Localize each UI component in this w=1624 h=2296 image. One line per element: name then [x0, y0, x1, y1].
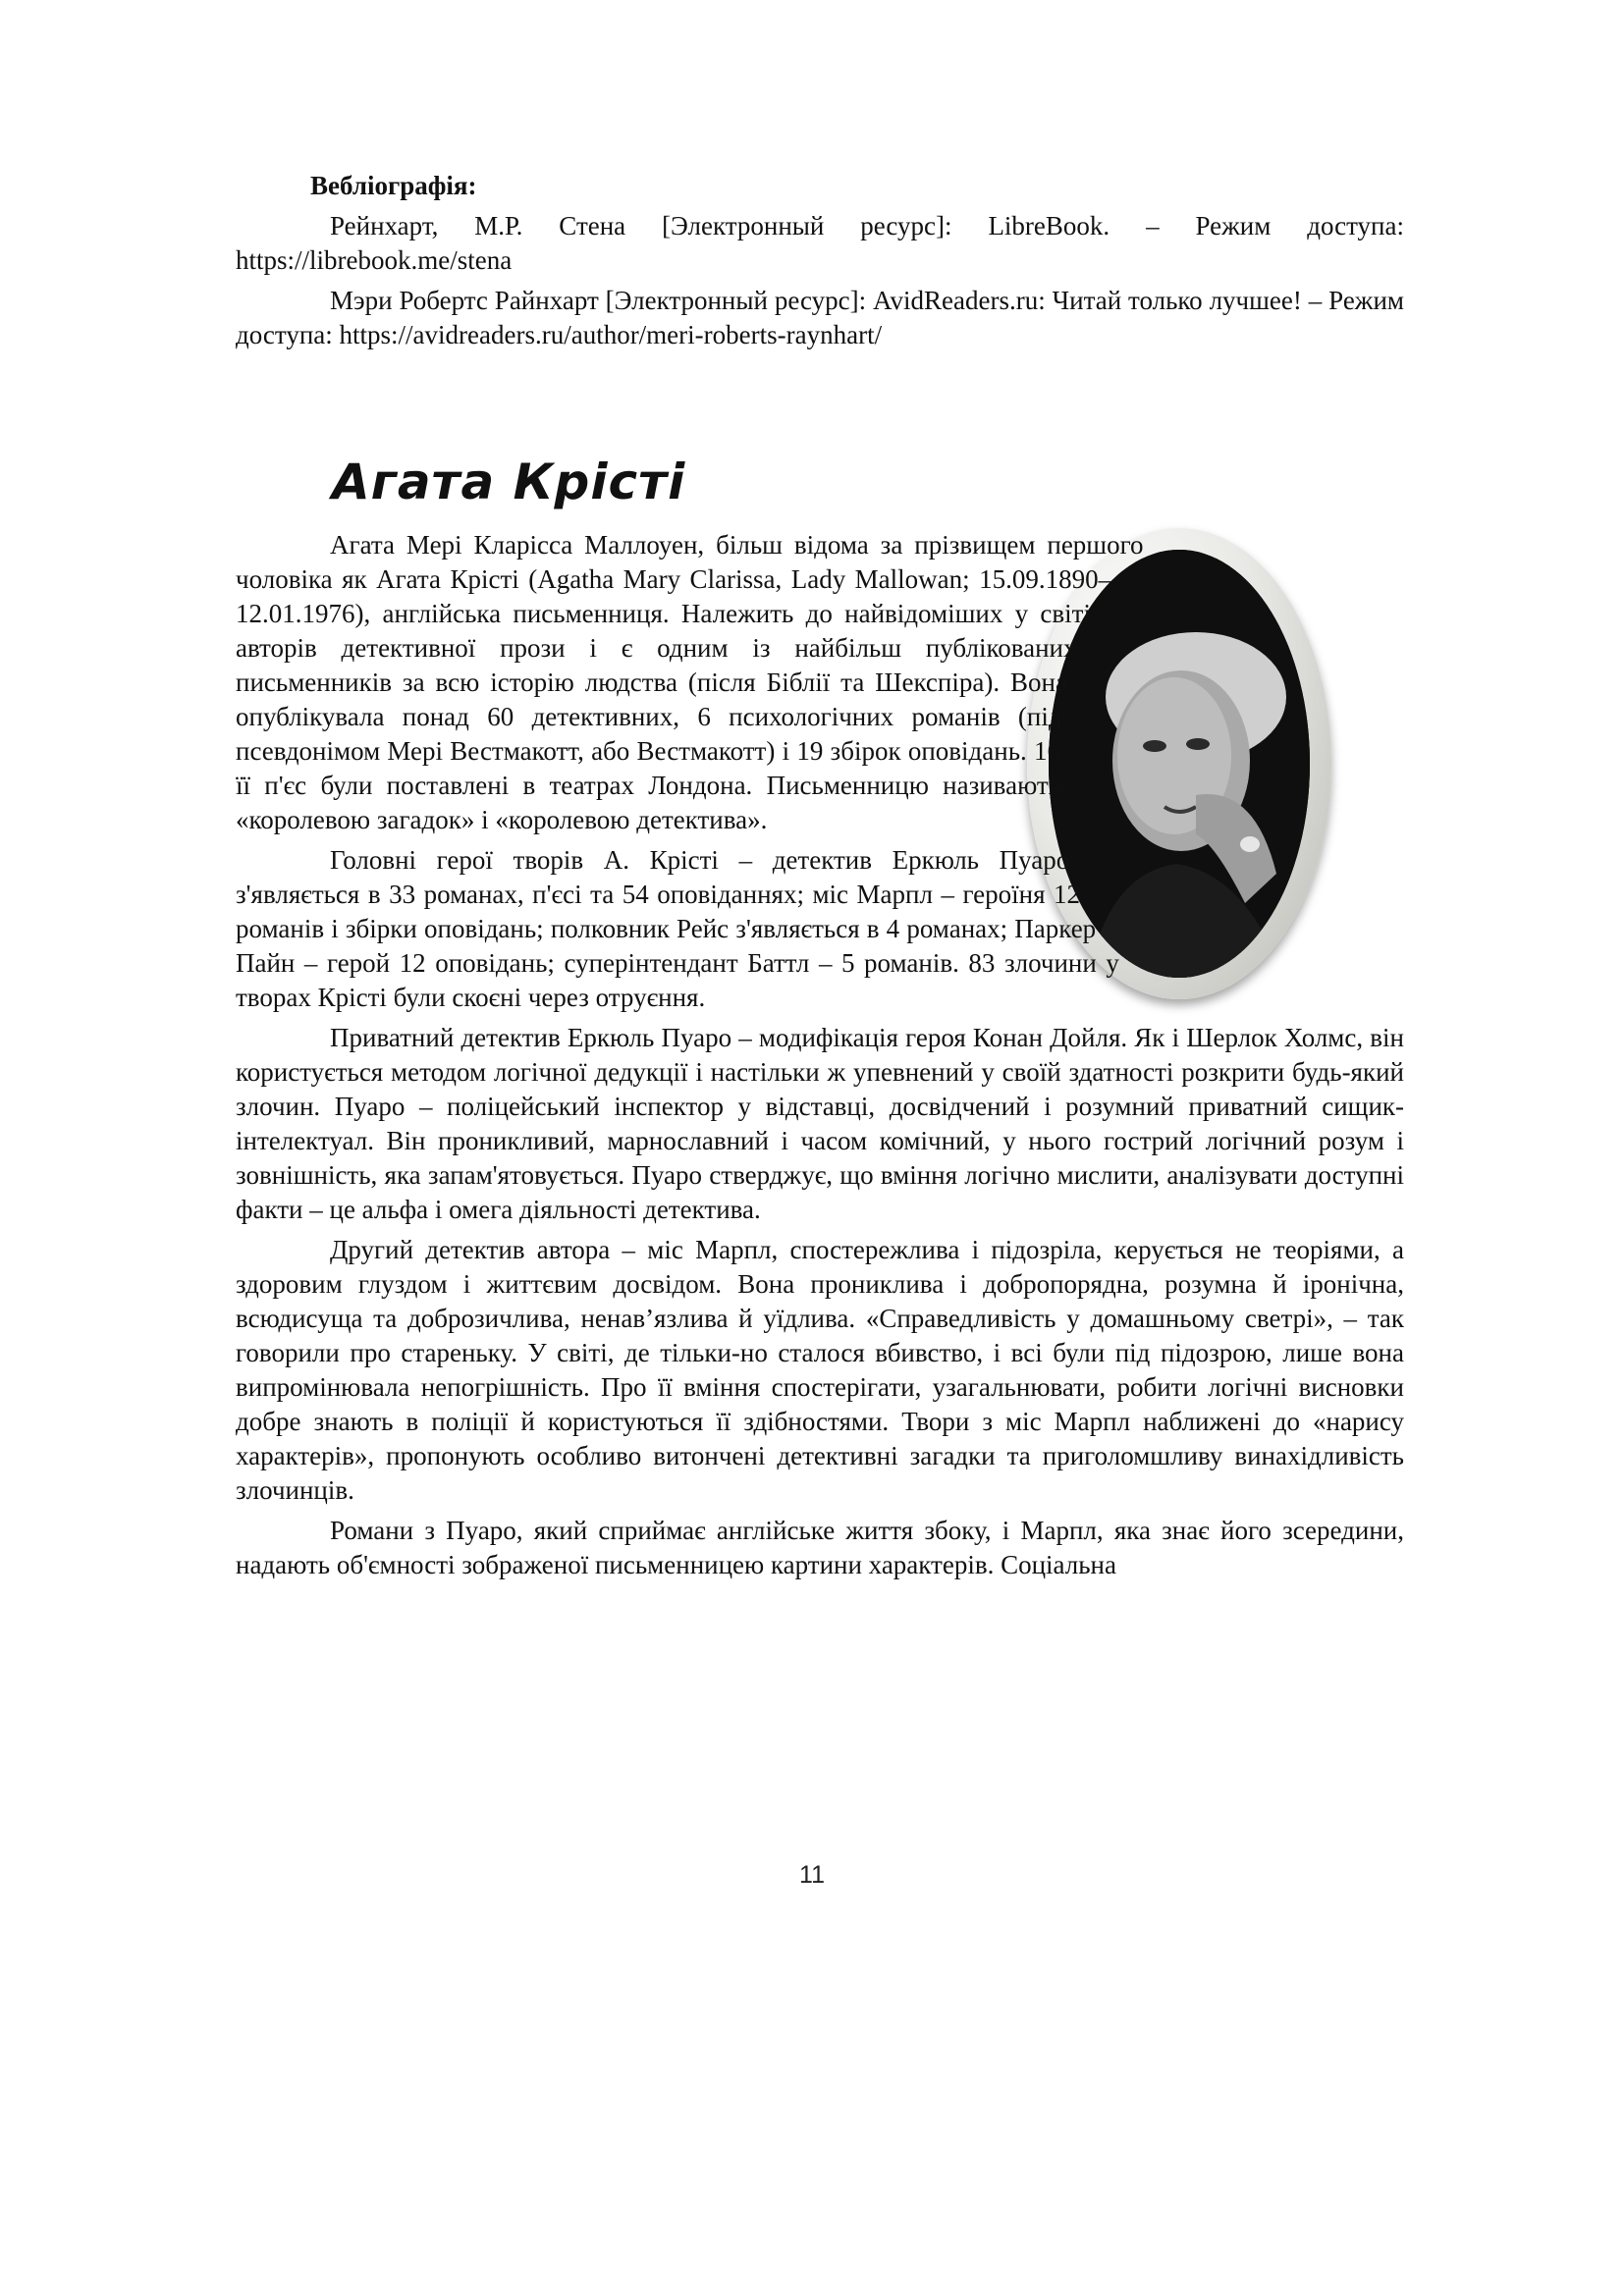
webliography-entry-2: Мэри Робертс Райнхарт [Электронный ресурс]: AvidReaders.ru: Читай только лучшее! – Режим доступа: https://avidreaders.ru/author/meri-roberts-raynhart/ — [236, 286, 1404, 349]
paragraph-characters: Головні герої творів А. Крісті – детектив Еркюль Пуаро з'являється в 33 романах, п'єсі та 54 оповіданнях; міс Марпл – героїня 12 романів і збірки оповідань; полковник Рейс з'являється в 4 романах; Паркер Пайн – герой 12 оповідань; суперінтендант Баттл – 5 романів. 83 злочини у творах Крісті були скоєні через отруєння. — [236, 845, 1119, 1012]
article-title: Агата Крісті — [332, 454, 686, 510]
paragraph-poirot: Приватний детектив Еркюль Пуаро – модифікація героя Конан Дойля. Як і Шерлок Холмс, він користується методом логічної дедукції і настільки ж упевнений у своїй здатності розкрити будь-який злочин. Пуаро – поліцейський інспектор у відставці, досвідчений і розумний приватний сищик-інтелектуал. Він проникливий, марнославний і часом комічний, у нього гострий логічний розум і зовнішність, яка запам'ятовується. Пуаро стверджує, що вміння логічно мислити, аналізувати доступні факти – це альфа і омега діяльності детектива. — [236, 1023, 1404, 1224]
webliography-entry-1: Рейнхарт, М.Р. Стена [Электронный ресурс]: LibreBook. – Режим доступа: https://librebook.me/stena — [236, 211, 1404, 275]
article-body — [236, 528, 1404, 1582]
page-number: 11 — [799, 1861, 825, 1889]
paragraph-intro: Агата Мері Кларісса Маллоуен, більш відома за прізвищем першого чоловіка як Агата Крісті (Agatha Mary Clarissa, Lady Mallowan; 15.09.1890–12.01.1976), англійська письменниця. Належить до найвідоміших у світі авторів детективної прози і є одним із найбільш публікованих письменників за всю історію людства (після Біблії та Шекспіра). Вона опублікувала понад 60 детективних, 6 психологічних романів (під псевдонімом Мері Вестмакотт, або Вестмакотт) і 19 збірок оповідань. 16 її п'єс були поставлені в театрах Лондона. Письменницю називають «королевою загадок» і «королевою детектива». — [236, 530, 1144, 834]
paragraph-marple: Другий детектив автора – міс Марпл, спостережлива і підозріла, керується не теоріями, а здоровим глуздом і життєвим досвідом. Вона прониклива і добропорядна, розумна й іронічна, всюдисуща та доброзичлива, ненав’язлива й уїдлива. «Справедливість у домашньому светрі», – так говорили про стареньку. У світі, де тільки-но сталося вбивство, і всі були під підозрою, лише вона випромінювала непогрішність. Про її вміння спостерігати, узагальнювати, робити логічні висновки добре знають в поліції й користуються її здібностями. Твори з міс Марпл наближені до «нарису характерів», пропонують особливо витончені детективні загадки та приголомшливу винахідливість злочинців. — [236, 1235, 1404, 1505]
webliography-heading: Вебліографія: — [310, 171, 477, 200]
webliography-section — [236, 169, 1404, 352]
paragraph-novels: Романи з Пуаро, який сприймає англійське життя збоку, і Марпл, яка знає його зсередини, надають об'ємності зображеної письменницею картини характерів. Соціальна — [236, 1516, 1404, 1579]
portrait-spacer — [1080, 534, 1404, 995]
